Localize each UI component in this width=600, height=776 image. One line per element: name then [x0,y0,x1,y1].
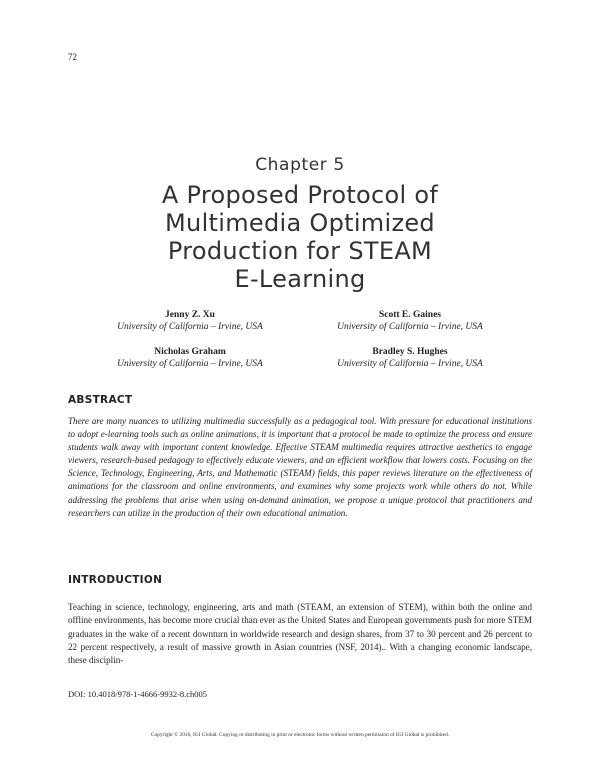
abstract-heading: ABSTRACT [68,394,133,406]
title-line: E-Learning [234,265,366,293]
author-affiliation: University of California – Irvine, USA [117,322,263,332]
page-number: 72 [68,52,77,62]
author-affiliation: University of California – Irvine, USA [117,359,263,369]
chapter-title [60,181,540,293]
title-line: Multimedia Optimized [165,209,435,237]
author-block [280,309,540,333]
introduction-heading: INTRODUCTION [68,574,163,586]
title-line: Production for STEAM [167,237,433,265]
author-affiliation: University of California – Irvine, USA [337,322,483,332]
author-affiliation: University of California – Irvine, USA [337,359,483,369]
author-name: Bradley S. Hughes [372,347,448,357]
author-name: Nicholas Graham [154,347,226,357]
author-block [280,346,540,370]
chapter-label: Chapter 5 [255,155,345,175]
introduction-text: Teaching in science, technology, engineering, arts and math (STEAM, an extension of STEM), within both the online and offline environments, has become more crucial than ever as the United States and European governments push for more STEM graduates in the wake of a recent downturn in worldwide research and design shares, from 37 to 30 percent and 26 percent to 22 percent respectively, a result of massive growth in Asian countries (NSF, 2014).. With a changing economic landscape, these disciplin- [68,602,532,666]
copyright-notice: Copyright © 2016, IGI Global. Copying or distributing in print or electronic forms without written permission of IGI Global is prohibited. [150,732,450,738]
abstract-text: There are many nuances to utilizing multimedia successfully as a pedagogical tool. With pressure for educational institutions to adopt e-learning tools such as online animations, it is important that a protocol be made to optimize the process and ensure students walk away with important content knowledge. Effective STEAM multimedia requires attractive aesthetics to engage viewers, research-based pedagogy to effectively educate viewers, and an efficient workflow that lowers costs. Focusing on the Science, Technology, Engineering, Arts, and Mathematic (STEAM) fields, this paper reviews literature on the effectiveness of animations for the classroom and online environments, and examines why some projects work while others do not. While addressing the problems that arise when using on-demand animation, we propose a unique protocol that practitioners and researchers can utilize in the production of their own educational animation. [68,416,532,518]
title-line: A Proposed Protocol of [161,181,439,209]
doi: DOI: 10.4018/978-1-4666-9932-8.ch005 [68,689,208,699]
author-name: Scott E. Gaines [378,310,441,320]
author-name: Jenny Z. Xu [165,310,215,320]
